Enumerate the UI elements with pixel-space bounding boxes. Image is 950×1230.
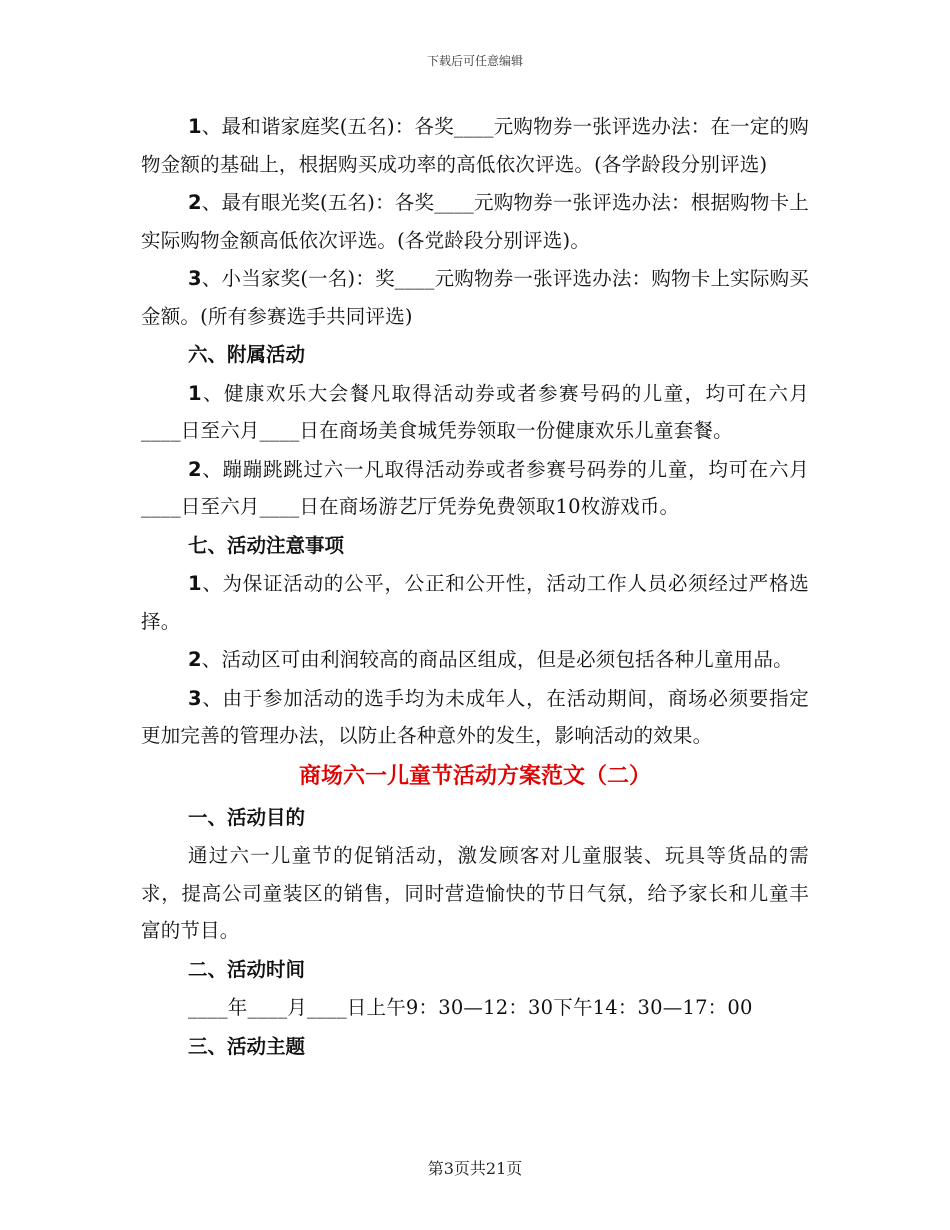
item-number: 1 <box>188 381 202 405</box>
item-number: 1 <box>188 115 202 138</box>
section-heading: 六、附属活动 <box>188 343 306 366</box>
section-heading: 三、活动主题 <box>188 1034 306 1058</box>
paragraph <box>141 680 809 755</box>
section-heading: 一、活动目的 <box>188 805 306 829</box>
paragraph <box>141 108 809 183</box>
section-heading: 二、活动时间 <box>188 957 306 981</box>
item-number: 3 <box>188 267 202 290</box>
paragraph <box>141 260 809 335</box>
item-number: 1 <box>188 572 202 595</box>
paragraph <box>141 375 809 450</box>
item-number: 2 <box>188 648 202 671</box>
paragraph-text: 、小当家奖(一名)：奖____元购物券一张评选办法：购物卡上实际购买金额。(所有参赛选手共同评选) <box>141 267 809 328</box>
item-number: 2 <box>188 457 202 481</box>
section-title: 商场六一儿童节活动方案范文（二） <box>298 763 651 789</box>
item-number: 2 <box>188 191 202 214</box>
paragraph-text: 、蹦蹦跳跳过六一凡取得活动券或者参赛号码券的儿童，均可在六月____日至六月____日在商场游艺厅凭券免费领取10枚游戏币。 <box>141 457 809 518</box>
document-body <box>141 108 809 1066</box>
paragraph-text: 、为保证活动的公平，公正和公开性，活动工作人员必须经过严格选择。 <box>141 572 809 633</box>
paragraph <box>141 641 809 679</box>
paragraph-text: ____年____月____日上午9：30—12：30下午14：30—17：00 <box>188 996 753 1019</box>
paragraph <box>141 989 809 1027</box>
paragraph-text: 、最和谐家庭奖(五名)：各奖____元购物券一张评选办法：在一定的购物金额的基础上，根据购买成功率的高低依次评选。(各学龄段分别评选) <box>141 115 809 176</box>
paragraph-text: 通过六一儿童节的促销活动，激发顾客对儿童服装、玩具等货品的需求，提高公司童装区的销售，同时营造愉快的节日气氛，给予家长和儿童丰富的节目。 <box>141 844 809 942</box>
section-heading: 七、活动注意事项 <box>188 533 345 557</box>
paragraph-text: 、由于参加活动的选手均为未成年人，在活动期间，商场必须要指定更加完善的管理办法，以防止各种意外的发生，影响活动的效果。 <box>141 686 809 747</box>
paragraph <box>141 565 809 640</box>
page-header: 下载后可任意编辑 <box>426 54 523 68</box>
page-footer: 第3页共21页 <box>427 1159 523 1178</box>
paragraph <box>141 837 809 950</box>
paragraph-text: 、活动区可由利润较高的商品区组成，但是必须包括各种儿童用品。 <box>201 648 793 671</box>
paragraph <box>141 184 809 259</box>
paragraph-text: 、健康欢乐大会餐凡取得活动券或者参赛号码的儿童，均可在六月____日至六月____日在商场美食城凭券领取一份健康欢乐儿童套餐。 <box>141 381 809 442</box>
item-number: 3 <box>188 686 202 710</box>
paragraph-text: 、最有眼光奖(五名)：各奖____元购物券一张评选办法：根据购物卡上实际购物金额高低依次评选。(各党龄段分别评选)。 <box>141 191 809 252</box>
paragraph <box>141 451 809 526</box>
